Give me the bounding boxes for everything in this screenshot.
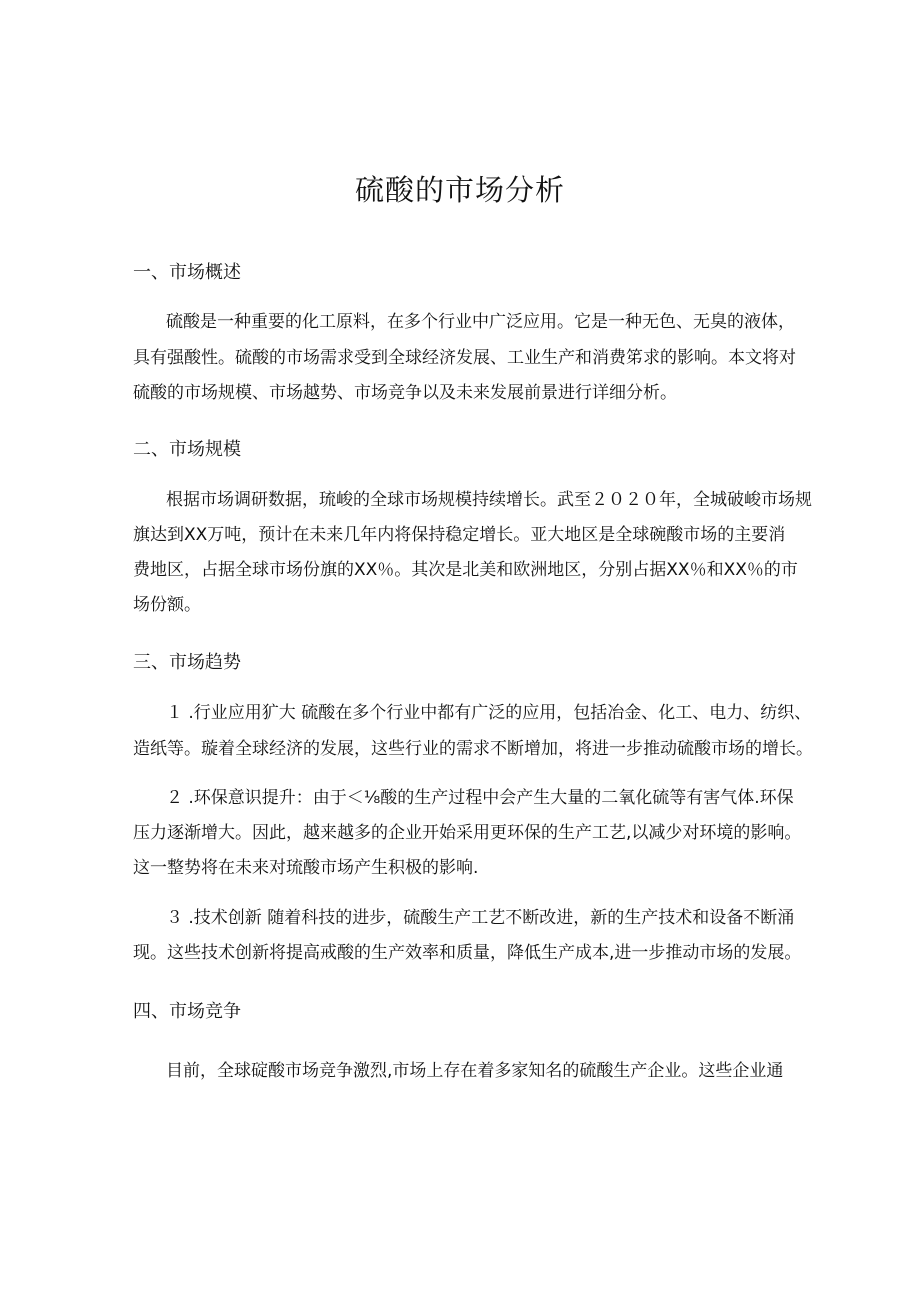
paragraph-line: 费地区，占据全球市场份旗的XX％。其次是北美和欧洲地区，分别占据XX％和XX％的市 (133, 560, 798, 580)
paragraph-line: 场份额。 (133, 595, 201, 615)
list-item-line: 压力逐渐增大。因此，越来越多的企业开始采用更环保的生产工艺,以减少对环境的影响。 (133, 823, 802, 843)
paragraph-line: 旗达到XX万吨，预计在未来几年内将保持稳定增长。亚大地区是全球碗酸市场的主要消 (133, 525, 786, 545)
section-heading-competition: 四、市场竞争 (133, 1001, 241, 1022)
list-item-line: ３ .技术创新 随着科技的进步，硫酸生产工艺不断改进，新的生产技术和设备不断涌 (166, 908, 795, 928)
paragraph-line: 硫酸是一种重要的化工原料，在多个行业中广泛应用。它是一种无色、无臭的液体， (166, 312, 795, 332)
section-heading-trends: 三、市场趋势 (133, 652, 241, 673)
section-heading-size: 二、市场规模 (133, 439, 241, 460)
section-heading-overview: 一、市场概述 (133, 262, 241, 283)
paragraph-line: 目前，全球碇酸市场竞争激烈,市场上存在着多家知名的硫酸生产企业。这些企业通 (166, 1061, 784, 1081)
list-item-line: １ .行业应用犷大 硫酸在多个行业中都有广泛的应用，包括冶金、化工、电力、纺织、 (166, 703, 812, 723)
paragraph-line: 根据市场调研数据，琉峻的全球市场规模持续增长。武至２０２０年，全城破峻市场规 (166, 490, 812, 510)
list-item-line: 现。这些技术创新将提高戒酸的生产效率和质量，降低生产成本,进一步推动市场的发展。 (133, 943, 802, 963)
paragraph-line: 具有强酸性。硫酸的市场需求受到全球经济发展、工业生产和消费笫求的影响。本文将对 (133, 348, 796, 368)
list-item-line: 这一整势将在未来对琉酸市场产生积极的影响. (133, 858, 479, 878)
list-item-line: ２ .环保意识提升：由于＜⅛酸的生产过程中会产生大量的二氧化硫等有害气体.环保 (166, 788, 794, 808)
list-item-line: 造纸等。璇着全球经济的发展，这些行业的需求不断增加，将进一步推动硫酸市场的增长。 (133, 739, 813, 759)
paragraph-line: 硫酸的市场规模、市场越势、市场竞争以及未来发展前景进行详细分析。 (133, 383, 677, 403)
document-title: 硫酸的市场分析 (354, 173, 565, 207)
